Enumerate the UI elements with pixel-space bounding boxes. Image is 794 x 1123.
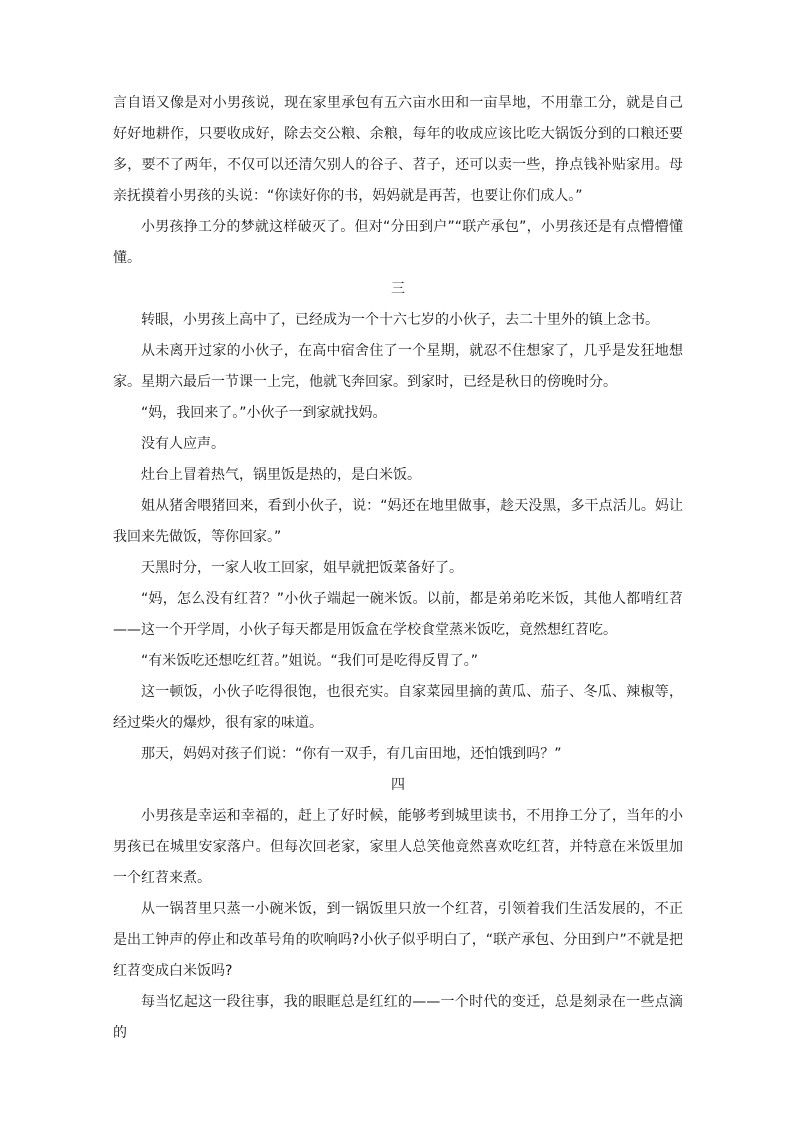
paragraph: 这一顿饭，小伙子吃得很饱，也很充实。自家菜园里摘的黄瓜、茄子、冬瓜、辣椒等，经过柴火的爆炒，很有家的味道。	[113, 684, 683, 731]
paragraph: 小男孩是幸运和幸福的，赶上了好时候，能够考到城里读书，不用挣工分了，当年的小男孩已在城里安家落户。但每次回老家，家里人总笑他竟然喜欢吃红苕，并特意在米饭里加一个红苕来煮。	[113, 808, 683, 886]
paragraph: 每当忆起这一段往事，我的眼眶总是红红的——一个时代的变迁，总是刻录在一些点滴的	[113, 994, 683, 1041]
paragraph: “有米饭吃还想吃红苕。”姐说。“我们可是吃得反胃了。”	[141, 653, 479, 669]
paragraph: 那天，妈妈对孩子们说：“你有一双手，有几亩田地，还怕饿到吗？”	[141, 746, 562, 762]
paragraph: 从未离开过家的小伙子，在高中宿舍住了一个星期，就忍不住想家了，几乎是发狂地想家。星期六最后一节课一上完，他就飞奔回家。到家时，已经是秋日的傍晚时分。	[113, 343, 683, 390]
article-body	[113, 88, 683, 1049]
paragraph: “妈，我回来了。”小伙子一到家就找妈。	[141, 405, 387, 421]
paragraph: 姐从猪舍喂猪回来，看到小伙子，说：“妈还在地里做事，趁天没黑，多干点活儿。妈让我回来先做饭，等你回家。”	[113, 498, 683, 545]
paragraph: “妈，怎么没有红苕？”小伙子端起一碗米饭。以前，都是弟弟吃米饭，其他人都啃红苕——这一个开学周，小伙子每天都是用饭盒在学校食堂蒸米饭吃，竟然想红苕吃。	[113, 591, 683, 638]
paragraph: 没有人应声。	[141, 436, 225, 452]
section-heading-four: 四	[391, 777, 405, 793]
paragraph: 天黑时分，一家人收工回家，姐早就把饭菜备好了。	[141, 560, 463, 576]
paragraph: 小男孩挣工分的梦就这样破灭了。但对“分田到户”“联产承包”，小男孩还是有点懵懵懂懂。	[113, 219, 683, 266]
paragraph: 从一锅苕里只蒸一小碗米饭，到一锅饭里只放一个红苕，引领着我们生活发展的，不正是出工钟声的停止和改革号角的吹响吗?小伙子似乎明白了，“联产承包、分田到户”不就是把红苕变成白米饭吗?	[113, 901, 683, 979]
paragraph: 转眼，小男孩上高中了，已经成为一个十六七岁的小伙子，去二十里外的镇上念书。	[141, 312, 659, 328]
paragraph: 灶台上冒着热气，锅里饭是热的，是白米饭。	[141, 467, 421, 483]
section-heading-three: 三	[391, 281, 405, 297]
paragraph-continuation: 言自语又像是对小男孩说，现在家里承包有五六亩水田和一亩旱地，不用靠工分，就是自己好好地耕作，只要收成好，除去交公粮、余粮，每年的收成应该比吃大锅饭分到的口粮还要多，要不了两年，不仅可以还清欠别人的谷子、苕子，还可以卖一些，挣点钱补贴家用。母亲抚摸着小男孩的头说：“你读好你的书，妈妈就是再苦，也要让你们成人。”	[113, 95, 683, 204]
